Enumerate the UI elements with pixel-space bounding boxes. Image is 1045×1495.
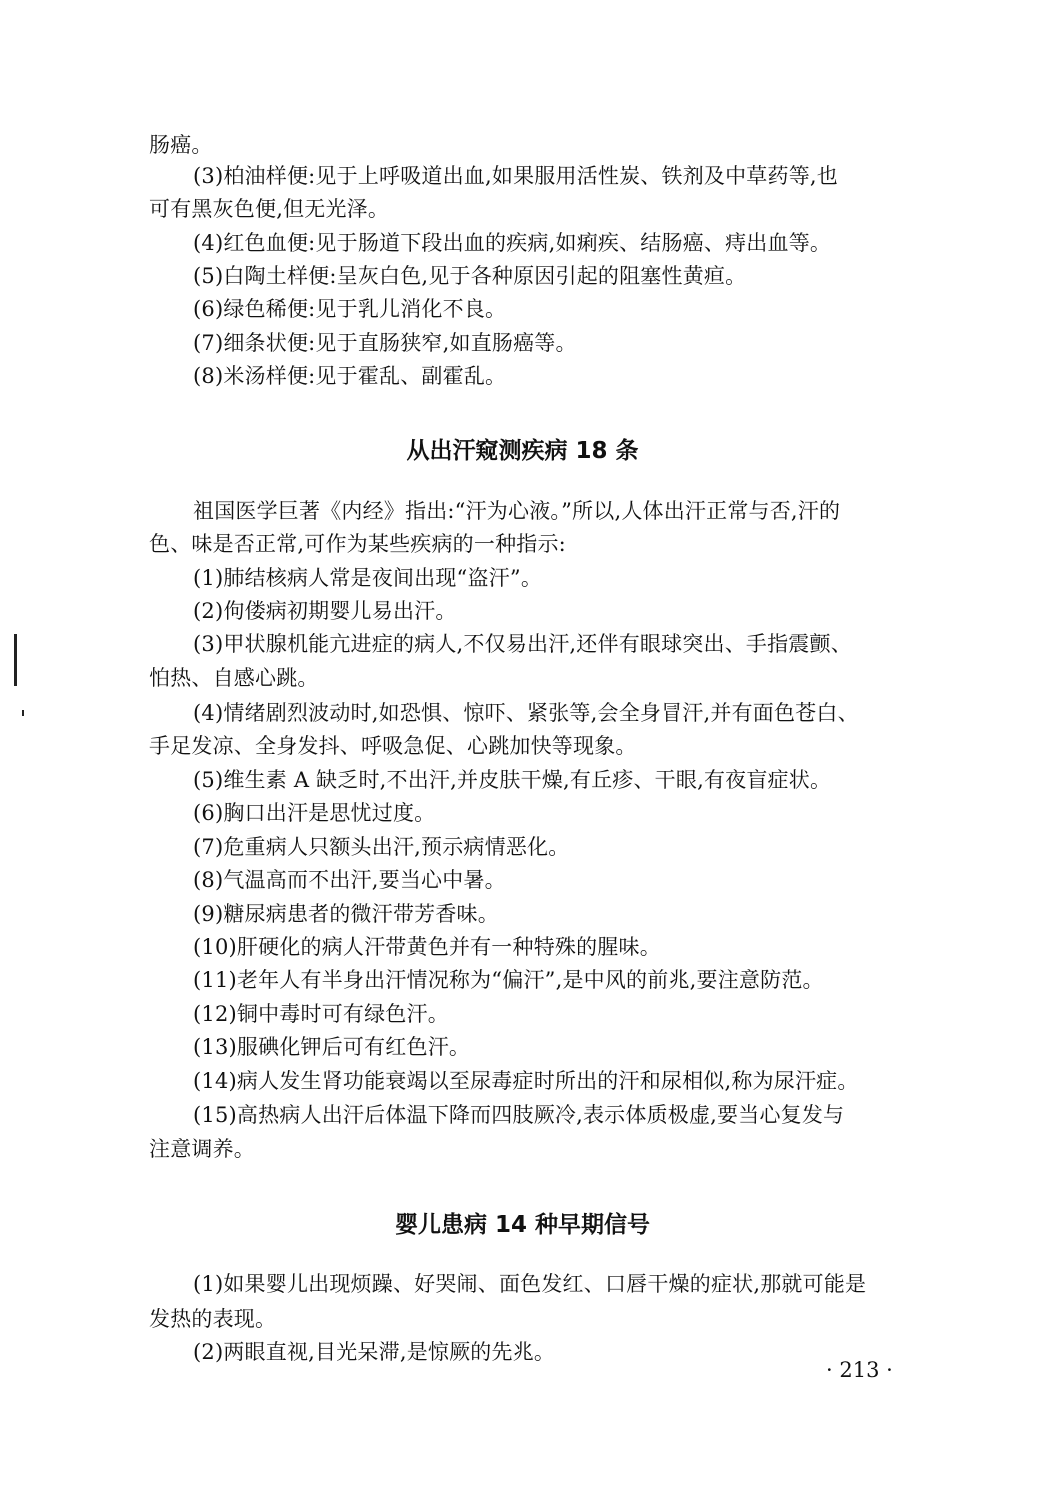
text-line: (4)情绪剧烈波动时,如恐惧、惊吓、紧张等,会全身冒汗,并有面色苍白、 xyxy=(193,701,859,725)
text-line: (7)危重病人只额头出汗,预示病情恶化。 xyxy=(193,835,570,859)
text-line: (9)糖尿病患者的微汗带芳香味。 xyxy=(193,902,499,926)
text-line: 怕热、自感心跳。 xyxy=(149,666,319,690)
text-line: (1)如果婴儿出现烦躁、好哭闹、面色发红、口唇干燥的症状,那就可能是 xyxy=(193,1272,867,1296)
text-line: (1)肺结核病人常是夜间出现“盗汗”。 xyxy=(193,566,543,590)
text-line: (5)白陶土样便:呈灰白色,见于各种原因引起的阻塞性黄疸。 xyxy=(193,264,747,288)
text-line: 可有黑灰色便,但无光泽。 xyxy=(149,197,390,221)
text-line: (3)甲状腺机能亢进症的病人,不仅易出汗,还伴有眼球突出、手指震颤、 xyxy=(193,632,852,656)
text-line: (7)细条状便:见于直肠狭窄,如直肠癌等。 xyxy=(193,331,577,355)
text-line: (4)红色血便:见于肠道下段出血的疾病,如痢疾、结肠癌、痔出血等。 xyxy=(193,231,832,255)
scan-margin-mark xyxy=(22,710,24,716)
text-line: (12)铜中毒时可有绿色汗。 xyxy=(193,1002,449,1026)
text-line: (13)服碘化钾后可有红色汗。 xyxy=(193,1035,471,1059)
scan-margin-mark xyxy=(14,634,17,686)
text-line: 祖国医学巨著《内经》指出:“汗为心液。”所以,人体出汗正常与否,汗的 xyxy=(193,499,841,523)
section-heading: 婴儿患病 14 种早期信号 xyxy=(394,1212,651,1238)
section-heading: 从出汗窥测疾病 18 条 xyxy=(406,438,639,464)
text-line: 注意调养。 xyxy=(149,1137,255,1161)
text-line: (8)米汤样便:见于霍乱、副霍乱。 xyxy=(193,364,507,388)
text-line: (11)老年人有半身出汗情况称为“偏汗”,是中风的前兆,要注意防范。 xyxy=(193,968,824,992)
text-line: (2)佝偻病初期婴儿易出汗。 xyxy=(193,599,457,623)
text-line: (6)胸口出汗是思忧过度。 xyxy=(193,801,436,825)
text-line: 手足发凉、全身发抖、呼吸急促、心跳加快等现象。 xyxy=(149,734,637,758)
text-line: (8)气温高而不出汗,要当心中暑。 xyxy=(193,868,506,892)
text-line: (14)病人发生肾功能衰竭以至尿毒症时所出的汗和尿相似,称为尿汗症。 xyxy=(193,1069,859,1093)
text-line: (15)高热病人出汗后体温下降而四肢厥冷,表示体质极虚,要当心复发与 xyxy=(193,1103,845,1127)
text-line: 肠癌。 xyxy=(149,133,213,157)
text-line: 发热的表现。 xyxy=(149,1307,277,1331)
text-line: (3)柏油样便:见于上呼吸道出血,如果服用活性炭、铁剂及中草药等,也 xyxy=(193,164,838,188)
text-line: (10)肝硬化的病人汗带黄色并有一种特殊的腥味。 xyxy=(193,935,661,959)
page-number: · 213 · xyxy=(826,1358,893,1382)
text-line: (6)绿色稀便:见于乳儿消化不良。 xyxy=(193,297,507,321)
text-line: 色、味是否正常,可作为某些疾病的一种指示: xyxy=(149,532,566,556)
text-line: (5)维生素 A 缺乏时,不出汗,并皮肤干燥,有丘疹、干眼,有夜盲症状。 xyxy=(193,768,832,792)
text-line: (2)两眼直视,目光呆滞,是惊厥的先兆。 xyxy=(193,1340,556,1364)
